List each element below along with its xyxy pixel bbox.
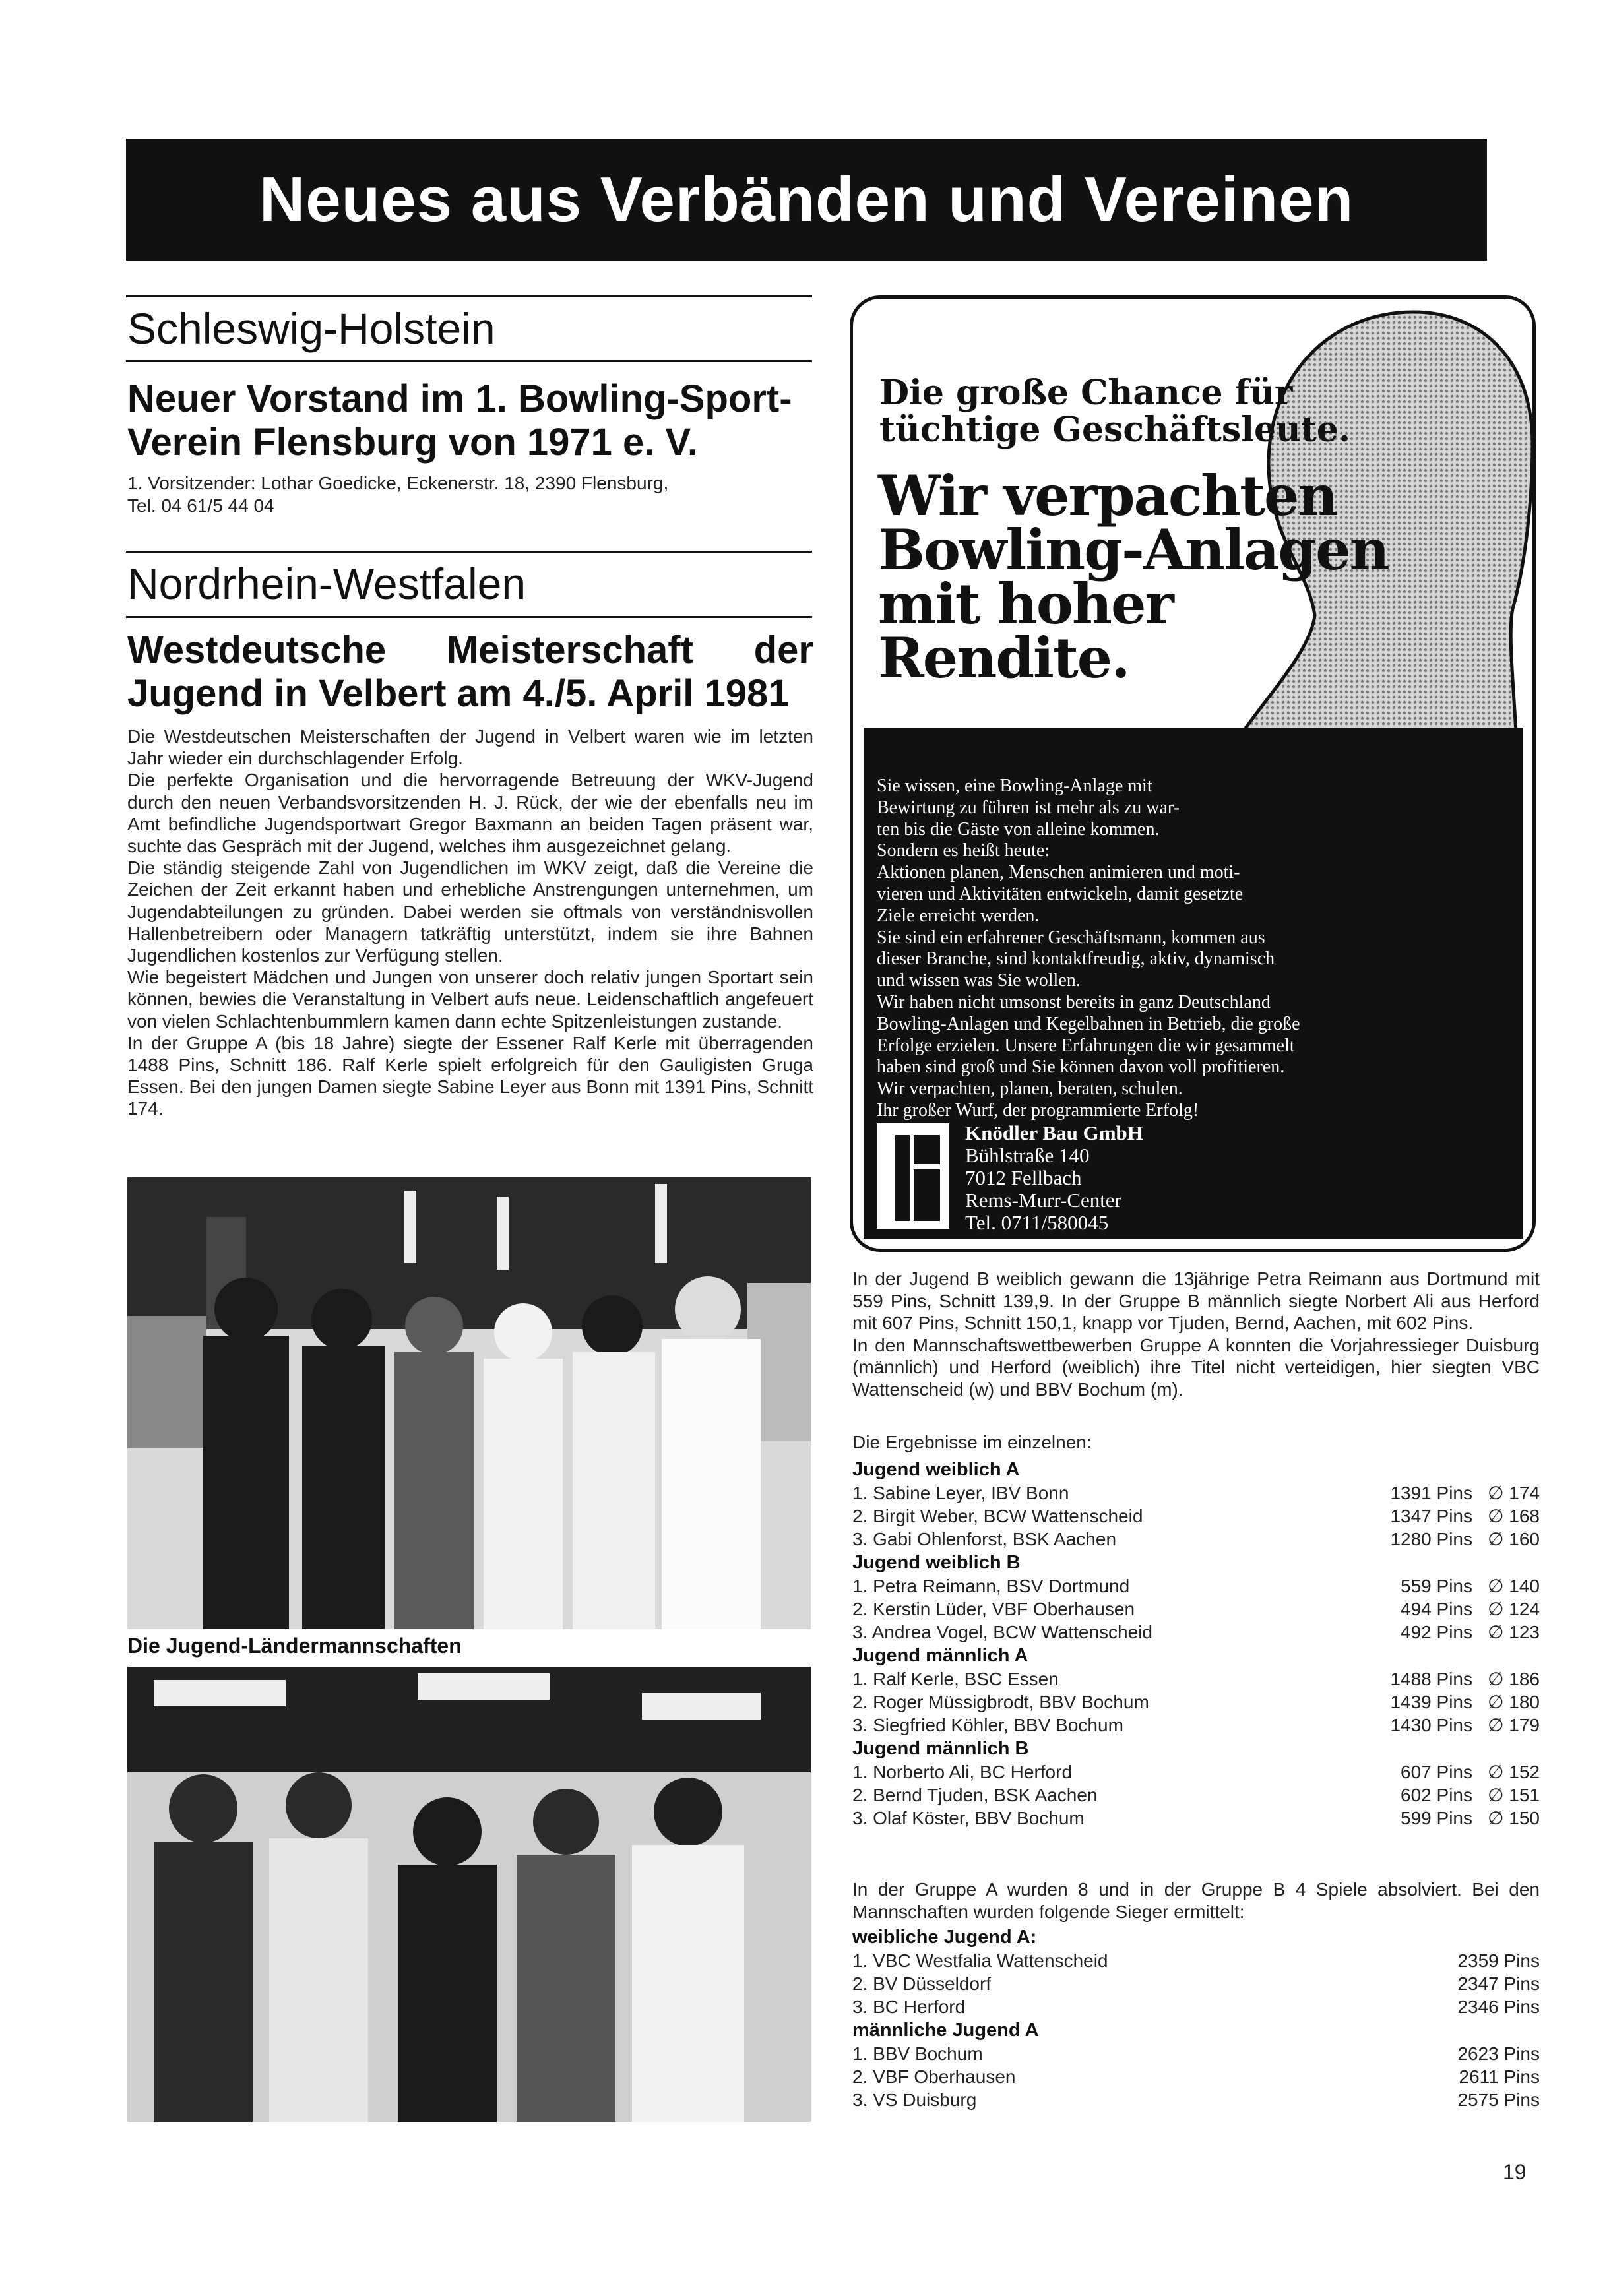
- article-body: [127, 726, 813, 1120]
- divider: [126, 360, 812, 362]
- divider: [126, 616, 812, 618]
- company-logo: [877, 1123, 949, 1229]
- divider: [126, 295, 812, 297]
- region-heading-nordrhein-westfalen: Nordrhein-Westfalen: [127, 559, 526, 608]
- ad-text-line: und wissen was Sie wollen.: [877, 970, 1081, 991]
- company-name: Knödler Bau GmbH: [965, 1121, 1143, 1144]
- results-group-title: Jugend weiblich A: [852, 1458, 1020, 1480]
- ad-headline-line: Bowling-Anlagen: [878, 517, 1389, 582]
- ad-text-line: Bewirtung zu führen ist mehr als zu war-: [877, 797, 1180, 818]
- page-number: 19: [1503, 2160, 1527, 2184]
- result-row: 1. Petra Reimann, BSV Dortmund 559 Pins ∅ 140: [852, 1575, 1540, 1596]
- team-results: [852, 1878, 1540, 2111]
- section-banner: Neues aus Verbänden und Vereinen: [126, 139, 1487, 261]
- team-row: 2. BV Düsseldorf 2347 Pins: [852, 1973, 1540, 1994]
- result-row: 1. Ralf Kerle, BSC Essen 1488 Pins ∅ 186: [852, 1668, 1540, 1689]
- individual-results: [852, 1431, 1540, 1830]
- paragraph: Die ständig steigende Zahl von Jugendlichen im WKV zeigt, daß die Vereine die Zeichen der Zeit erkannt haben und erhebliche Anstrengungen unternehmen, um Jugendabteilungen zu gründen. Dabei werden sie oftmals von verständnisvollen Hallenbetreibern oder Managern tatkräftig unterstützt, indem sie ihre Bahnen Jugendlichen kostenlos zur Verfügung stellen.: [127, 857, 813, 966]
- team-row: 3. VS Duisburg 2575 Pins: [852, 2090, 1540, 2110]
- ad-text-line: Bowling-Anlagen und Kegelbahnen in Betrieb, die große: [877, 1013, 1300, 1034]
- region-heading-schleswig-holstein: Schleswig-Holstein: [127, 304, 495, 353]
- team-row: 2. VBF Oberhausen 2611 Pins: [852, 2066, 1540, 2087]
- team-photo-girls: [127, 1177, 811, 1629]
- board-phone-line: Tel. 04 61/5 44 04: [127, 495, 274, 516]
- paragraph: Die perfekte Organisation und die hervorragende Betreuung der WKV-Jugend durch den neuen Verbandsvorsitzenden H. J. Rück, der wie der ebenfalls neu im Amt befindliche Jugendsportwart Gregor Baxmann an beiden Tagen präsent war, suchte das Gespräch mit der Jugend, welches ihm ausgezeichnet gelang.: [127, 770, 813, 857]
- result-row: 2. Birgit Weber, BCW Wattenscheid 1347 Pins ∅ 168: [852, 1505, 1540, 1526]
- results-intro: Die Ergebnisse im einzelnen:: [852, 1432, 1092, 1452]
- ad-text-line: Ziele erreicht werden.: [877, 905, 1040, 926]
- team-results-intro: In der Gruppe A wurden 8 und in der Gruppe B 4 Spiele absolviert. Bei den Mannschaften wurden folgende Sieger ermittelt:: [852, 1879, 1540, 1922]
- ad-text-line: Wir verpachten, planen, beraten, schulen.: [877, 1078, 1183, 1100]
- result-row: 2. Roger Müssigbrodt, BBV Bochum 1439 Pins ∅ 180: [852, 1691, 1540, 1712]
- team-group-title: weibliche Jugend A:: [852, 1927, 1037, 1948]
- team-group-title: männliche Jugend A: [852, 2020, 1039, 2041]
- ad-text-line: Erfolge erzielen. Unsere Erfahrungen die wir gesammelt: [877, 1035, 1295, 1056]
- ad-text-line: dieser Branche, sind kontaktfreudig, aktiv, dynamisch: [877, 948, 1275, 970]
- paragraph: In der Gruppe A (bis 18 Jahre) siegte der Essener Ralf Kerle mit überragenden 1488 Pins, Schnitt 186. Ralf Kerle spielt erfolgreich für den Gauligisten Gruga Essen. Bei den jungen Damen siegte Sabine Leyer aus Bonn mit 1391 Pins, Schnitt 174.: [127, 1032, 813, 1119]
- ad-text-line: vieren und Aktivitäten entwickeln, damit gesetzte: [877, 883, 1244, 904]
- company-city: 7012 Fellbach: [965, 1166, 1082, 1189]
- results-group-title: Jugend männlich B: [852, 1737, 1029, 1759]
- ad-body-text: [877, 776, 1378, 1122]
- ad-text-line: ten bis die Gäste von alleine kommen.: [877, 819, 1160, 840]
- result-row: 2. Kerstin Lüder, VBF Oberhausen 494 Pins ∅ 124: [852, 1598, 1540, 1619]
- ad-text-line: Aktionen planen, Menschen animieren und moti-: [877, 862, 1240, 883]
- result-row: 3. Olaf Köster, BBV Bochum 599 Pins ∅ 150: [852, 1807, 1540, 1828]
- results-group-title: Jugend weiblich B: [852, 1551, 1021, 1573]
- ad-text-line: Sondern es heißt heute:: [877, 840, 1050, 861]
- team-row: 3. BC Herford 2346 Pins: [852, 1997, 1540, 2017]
- divider: [126, 551, 812, 553]
- team-row: 1. VBC Westfalia Wattenscheid 2359 Pins: [852, 1950, 1540, 1971]
- result-row: 2. Bernd Tjuden, BSK Aachen 602 Pins ∅ 151: [852, 1784, 1540, 1805]
- company-street: Bühlstraße 140: [965, 1144, 1090, 1167]
- paragraph: Wie begeistert Mädchen und Jungen von unserer doch relativ jungen Sportart sein können, bewies die Veranstaltung in Velbert aufs neue. Leidenschaftlich angefeuert von vielen Schlachtenbummlern kamen dann echte Spitzenleistungen zustande.: [127, 967, 813, 1032]
- company-center: Rems-Murr-Center: [965, 1189, 1121, 1212]
- ad-headline-line: Rendite.: [878, 625, 1129, 691]
- company-address: [965, 1122, 1143, 1234]
- ad-text-line: Sie sind ein erfahrener Geschäftsmann, kommen aus: [877, 927, 1265, 948]
- ad-headline-line: mit hoher: [878, 571, 1173, 636]
- advertisement: [850, 295, 1536, 1252]
- company-phone: Tel. 0711/580045: [965, 1211, 1109, 1234]
- result-row: 1. Norberto Ali, BC Herford 607 Pins ∅ 152: [852, 1761, 1540, 1782]
- results-group-title: Jugend männlich A: [852, 1644, 1028, 1666]
- photo-caption: Die Jugend-Ländermannschaften: [127, 1634, 462, 1658]
- paragraph: In den Mannschaftswettbewerben Gruppe A konnten die Vorjahressieger Duisburg (männlich) und Herford (weiblich) ihre Titel nicht verteidigen, hier siegten VBC Wattenscheid (w) und BBV Bochum (m).: [852, 1334, 1540, 1400]
- result-row: 3. Gabi Ohlenforst, BSK Aachen 1280 Pins ∅ 160: [852, 1528, 1540, 1549]
- result-row: 1. Sabine Leyer, IBV Bonn 1391 Pins ∅ 174: [852, 1482, 1540, 1503]
- board-chairman-line: 1. Vorsitzender: Lothar Goedicke, Eckenerstr. 18, 2390 Flensburg,: [127, 473, 669, 493]
- paragraph: In der Jugend B weiblich gewann die 13jährige Petra Reimann aus Dortmund mit 559 Pins, Schnitt 139,9. In der Gruppe B männlich siegte Norbert Ali aus Herford mit 607 Pins, Schnitt 150,1, knapp vor Tjuden, Bernd, Aachen, mit 602 Pins.: [852, 1268, 1540, 1333]
- ad-headline-line: Wir verpachten: [878, 463, 1337, 528]
- board-details: [127, 472, 813, 517]
- ad-text-line: haben sind groß und Sie können davon voll profitieren.: [877, 1057, 1285, 1078]
- ad-slogan-line: tüchtige Geschäftsleute.: [879, 410, 1351, 450]
- article-headline-velbert: Westdeutsche Meisterschaft der Jugend in Velbert am 4./5. April 1981: [127, 629, 813, 715]
- paragraph: Die Westdeutschen Meisterschaften der Jugend in Velbert waren wie im letzten Jahr wieder ein durchschlagender Erfolg.: [127, 726, 813, 769]
- ad-slogan-line: Die große Chance für: [879, 373, 1293, 413]
- team-row: 1. BBV Bochum 2623 Pins: [852, 2043, 1540, 2064]
- result-row: 3. Siegfried Köhler, BBV Bochum 1430 Pins ∅ 179: [852, 1714, 1540, 1735]
- ad-text-line: Sie wissen, eine Bowling-Anlage mit: [877, 776, 1152, 796]
- article-headline-flensburg: Neuer Vorstand im 1. Bowling-Sport-Verein Flensburg von 1971 e. V.: [127, 377, 792, 464]
- results-intro-text: [852, 1268, 1540, 1400]
- ad-text-line: Wir haben nicht umsonst bereits in ganz Deutschland: [877, 991, 1271, 1012]
- ad-text-line: Ihr großer Wurf, der programmierte Erfolg!: [877, 1100, 1199, 1121]
- result-row: 3. Andrea Vogel, BCW Wattenscheid 492 Pins ∅ 123: [852, 1621, 1540, 1642]
- team-photo-boys: [127, 1667, 811, 2122]
